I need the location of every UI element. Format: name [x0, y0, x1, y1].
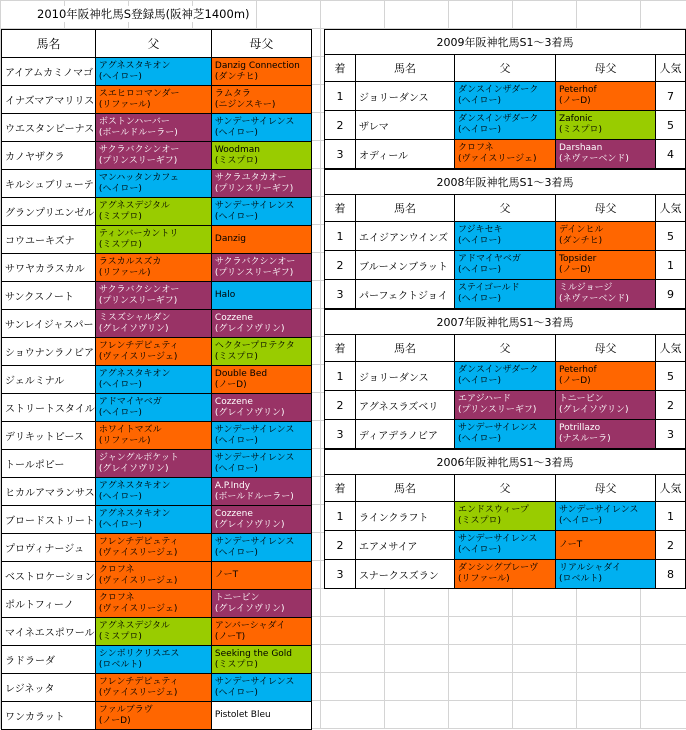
- results-title: 2009年阪神牝馬S1～3着馬: [325, 30, 686, 55]
- horse-name: キルシュブリューテ: [2, 170, 96, 198]
- dam-sire-cell: Peterhof (ノーD): [556, 82, 656, 111]
- header-popularity: 人気: [656, 335, 686, 362]
- sire-cell: ホワイトマズル (リファール): [95, 422, 211, 450]
- results-title: 2006年阪神牝馬S1～3着馬: [325, 450, 686, 475]
- sire-cell: アグネスタキオン (ヘイロー): [95, 366, 211, 394]
- popularity: 3: [656, 420, 686, 449]
- table-row: [325, 362, 686, 391]
- dam-sire-cell: Halo: [211, 282, 311, 310]
- popularity: 9: [656, 280, 686, 309]
- finish-position: 1: [325, 82, 356, 111]
- table-row: [2, 310, 312, 338]
- finish-position: 3: [325, 560, 356, 589]
- dam-sire-cell: サンデーサイレンス (ヘイロー): [211, 534, 311, 562]
- sire-cell: スエヒロコマンダー (リファール): [95, 86, 211, 114]
- table-row: [2, 450, 312, 478]
- table-row: [2, 282, 312, 310]
- header-popularity: 人気: [656, 195, 686, 222]
- dam-sire-cell: リアルシャダイ (ロベルト): [556, 560, 656, 589]
- sire-cell: ダンスインザダーク (ヘイロー): [455, 362, 556, 391]
- header-dam-sire: 母父: [556, 335, 656, 362]
- dam-sire-cell: A.P.Indy (ボールドルーラー): [211, 478, 311, 506]
- table-row: [2, 338, 312, 366]
- dam-sire-cell: サンデーサイレンス (ヘイロー): [211, 450, 311, 478]
- horse-name: ベストロケーション: [2, 562, 96, 590]
- sire-cell: アドマイヤベガ (ヘイロー): [95, 394, 211, 422]
- dam-sire-cell: ノーT: [211, 562, 311, 590]
- header-sire: 父: [455, 335, 556, 362]
- horse-name: ジェルミナル: [2, 366, 96, 394]
- dam-sire-cell: Pistolet Bleu: [211, 702, 311, 730]
- horse-name: カノヤザクラ: [2, 142, 96, 170]
- horse-name: ヒカルアマランサス: [2, 478, 96, 506]
- header-horse-name: 馬名: [2, 30, 96, 58]
- table-row: [325, 391, 686, 420]
- horse-name: ブルーメンブラット: [356, 251, 455, 280]
- dam-sire-cell: Cozzene (グレイソヴリン): [211, 310, 311, 338]
- table-row: [2, 702, 312, 730]
- results-title-row: [325, 310, 686, 335]
- header-dam-sire: 母父: [556, 475, 656, 502]
- dam-sire-cell: サンデーサイレンス (ヘイロー): [556, 502, 656, 531]
- horse-name: ジョリーダンス: [356, 82, 455, 111]
- horse-name: イナズマアマリリス: [2, 86, 96, 114]
- dam-sire-cell: トニービン (グレイソヴリン): [211, 590, 311, 618]
- table-row: [325, 251, 686, 280]
- sire-cell: アグネスタキオン (ヘイロー): [95, 58, 211, 86]
- horse-name: デリキットピース: [2, 422, 96, 450]
- horse-name: サンクスノート: [2, 282, 96, 310]
- horse-name: アイアムカミノマゴ: [2, 58, 96, 86]
- finish-position: 3: [325, 420, 356, 449]
- finish-position: 1: [325, 222, 356, 251]
- header-horse-name: 馬名: [356, 335, 455, 362]
- table-row: [325, 280, 686, 309]
- results-title-row: [325, 30, 686, 55]
- sire-cell: フレンチデピュティ (ヴァイスリージェ): [95, 338, 211, 366]
- header-dam-sire: 母父: [556, 55, 656, 82]
- dam-sire-cell: Topsider (ノーD): [556, 251, 656, 280]
- sire-cell: エンドスウィープ (ミスプロ): [455, 502, 556, 531]
- finish-position: 2: [325, 111, 356, 140]
- horse-name: サンレイジャスパー: [2, 310, 96, 338]
- table-row: [325, 531, 686, 560]
- horse-name: アグネスラズベリ: [356, 391, 455, 420]
- header-position: 着: [325, 475, 356, 502]
- horse-name: スナークスズラン: [356, 560, 455, 589]
- horse-name: ポルトフィーノ: [2, 590, 96, 618]
- horse-name: コウユーキズナ: [2, 226, 96, 254]
- dam-sire-cell: Cozzene (グレイソヴリン): [211, 506, 311, 534]
- dam-sire-cell: Danzig Connection (ダンチヒ): [211, 58, 311, 86]
- results-title: 2008年阪神牝馬S1～3着馬: [325, 170, 686, 195]
- popularity: 1: [656, 502, 686, 531]
- header-sire: 父: [455, 475, 556, 502]
- table-row: [2, 478, 312, 506]
- table-row: [2, 674, 312, 702]
- results-title-row: [325, 170, 686, 195]
- table-row: [2, 86, 312, 114]
- dam-sire-cell: サクラバクシンオー (プリンスリーギフ): [211, 254, 311, 282]
- finish-position: 1: [325, 362, 356, 391]
- sire-cell: ステイゴールド (ヘイロー): [455, 280, 556, 309]
- sire-cell: クロフネ (ヴァイスリージェ): [455, 140, 556, 169]
- horse-name: トールポピー: [2, 450, 96, 478]
- results-title-row: [325, 450, 686, 475]
- sire-cell: アグネスタキオン (ヘイロー): [95, 478, 211, 506]
- dam-sire-cell: Woodman (ミスプロ): [211, 142, 311, 170]
- horse-name: ストリートスタイル: [2, 394, 96, 422]
- finish-position: 2: [325, 531, 356, 560]
- header-position: 着: [325, 195, 356, 222]
- dam-sire-cell: Potrillazo (ナスルーラ): [556, 420, 656, 449]
- results-header-row: [325, 335, 686, 362]
- sire-cell: アグネスタキオン (ヘイロー): [95, 506, 211, 534]
- page-title: 2010年阪神牝馬S登録馬(阪神芝1400m): [37, 7, 250, 21]
- sire-cell: アグネスデジタル (ミスプロ): [95, 198, 211, 226]
- results-table: [324, 29, 686, 169]
- dam-sire-cell: ミルジョージ (ネヴァーベンド): [556, 280, 656, 309]
- dam-sire-cell: サクラユタカオー (プリンスリーギフ): [211, 170, 311, 198]
- sire-cell: クロフネ (ヴァイスリージェ): [95, 590, 211, 618]
- dam-sire-cell: サンデーサイレンス (ヘイロー): [211, 198, 311, 226]
- sire-cell: サクラバクシンオー (プリンスリーギフ): [95, 282, 211, 310]
- dam-sire-cell: Darshaan (ネヴァーベンド): [556, 140, 656, 169]
- sire-cell: アグネスデジタル (ミスプロ): [95, 618, 211, 646]
- dam-sire-cell: アンバーシャダイ (ノーT): [211, 618, 311, 646]
- sire-cell: ジャングルポケット (グレイソヴリン): [95, 450, 211, 478]
- table-row: [2, 590, 312, 618]
- dam-sire-cell: デインヒル (ダンチヒ): [556, 222, 656, 251]
- header-popularity: 人気: [656, 55, 686, 82]
- entries-header-row: [2, 30, 312, 58]
- sire-cell: クロフネ (ヴァイスリージェ): [95, 562, 211, 590]
- header-horse-name: 馬名: [356, 55, 455, 82]
- horse-name: ウエスタンビーナス: [2, 114, 96, 142]
- popularity: 1: [656, 251, 686, 280]
- sire-cell: フレンチデピュティ (ヴァイスリージェ): [95, 674, 211, 702]
- table-row: [2, 506, 312, 534]
- results-header-row: [325, 475, 686, 502]
- horse-name: ワンカラット: [2, 702, 96, 730]
- horse-name: ショウナンラノビア: [2, 338, 96, 366]
- sire-cell: ミスズシャルダン (グレイソヴリン): [95, 310, 211, 338]
- horse-name: エアメサイア: [356, 531, 455, 560]
- horse-name: マイネエスポワール: [2, 618, 96, 646]
- sire-cell: エアジハード (プリンスリーギフ): [455, 391, 556, 420]
- popularity: 2: [656, 531, 686, 560]
- table-row: [325, 560, 686, 589]
- results-header-row: [325, 55, 686, 82]
- popularity: 7: [656, 82, 686, 111]
- table-row: [325, 420, 686, 449]
- horse-name: ラインクラフト: [356, 502, 455, 531]
- header-sire: 父: [95, 30, 211, 58]
- header-dam-sire: 母父: [556, 195, 656, 222]
- horse-name: パーフェクトジョイ: [356, 280, 455, 309]
- sire-cell: シンボリクリスエス (ロベルト): [95, 646, 211, 674]
- table-row: [2, 562, 312, 590]
- sire-cell: フレンチデピュティ (ヴァイスリージェ): [95, 534, 211, 562]
- sire-cell: ラスカルスズカ (リファール): [95, 254, 211, 282]
- popularity: 2: [656, 391, 686, 420]
- table-row: [325, 140, 686, 169]
- horse-name: グランプリエンゼル: [2, 198, 96, 226]
- popularity: 8: [656, 560, 686, 589]
- dam-sire-cell: ラムタラ (ニジンスキー): [211, 86, 311, 114]
- sire-cell: サンデーサイレンス (ヘイロー): [455, 531, 556, 560]
- dam-sire-cell: サンデーサイレンス (ヘイロー): [211, 422, 311, 450]
- header-popularity: 人気: [656, 475, 686, 502]
- table-row: [325, 82, 686, 111]
- finish-position: 3: [325, 280, 356, 309]
- table-row: [325, 111, 686, 140]
- horse-name: ディアデラノビア: [356, 420, 455, 449]
- table-row: [2, 618, 312, 646]
- sire-cell: ダンスインザダーク (ヘイロー): [455, 82, 556, 111]
- results-table: [324, 169, 686, 309]
- table-row: [2, 422, 312, 450]
- sire-cell: ダンスインザダーク (ヘイロー): [455, 111, 556, 140]
- finish-position: 2: [325, 391, 356, 420]
- header-sire: 父: [455, 55, 556, 82]
- sire-cell: ファルブラヴ (ノーD): [95, 702, 211, 730]
- table-row: [325, 222, 686, 251]
- popularity: 5: [656, 222, 686, 251]
- results-title: 2007年阪神牝馬S1～3着馬: [325, 310, 686, 335]
- table-row: [2, 58, 312, 86]
- finish-position: 2: [325, 251, 356, 280]
- sire-cell: フジキセキ (ヘイロー): [455, 222, 556, 251]
- horse-name: プロヴィナージュ: [2, 534, 96, 562]
- table-row: [2, 142, 312, 170]
- dam-sire-cell: トニービン (グレイソヴリン): [556, 391, 656, 420]
- table-row: [2, 198, 312, 226]
- dam-sire-cell: Danzig: [211, 226, 311, 254]
- dam-sire-cell: サンデーサイレンス (ヘイロー): [211, 674, 311, 702]
- popularity: 4: [656, 140, 686, 169]
- horse-name: ザレマ: [356, 111, 455, 140]
- entries-table: [1, 29, 312, 730]
- table-row: [2, 254, 312, 282]
- horse-name: ラドラーダ: [2, 646, 96, 674]
- table-row: [2, 114, 312, 142]
- header-sire: 父: [455, 195, 556, 222]
- header-horse-name: 馬名: [356, 195, 455, 222]
- dam-sire-cell: Seeking the Gold (ミスプロ): [211, 646, 311, 674]
- horse-name: サワヤカラスカル: [2, 254, 96, 282]
- table-row: [325, 502, 686, 531]
- dam-sire-cell: Cozzene (グレイソヴリン): [211, 394, 311, 422]
- sire-cell: サクラバクシンオー (プリンスリーギフ): [95, 142, 211, 170]
- sire-cell: ボストンハーバー (ボールドルーラー): [95, 114, 211, 142]
- table-row: [2, 226, 312, 254]
- sire-cell: サンデーサイレンス (ヘイロー): [455, 420, 556, 449]
- horse-name: オディール: [356, 140, 455, 169]
- popularity: 5: [656, 111, 686, 140]
- sire-cell: アドマイヤベガ (ヘイロー): [455, 251, 556, 280]
- sire-cell: ダンシングブレーヴ (リファール): [455, 560, 556, 589]
- dam-sire-cell: Zafonic (ミスプロ): [556, 111, 656, 140]
- header-horse-name: 馬名: [356, 475, 455, 502]
- results-header-row: [325, 195, 686, 222]
- header-position: 着: [325, 55, 356, 82]
- dam-sire-cell: ヘクタープロテクタ (ミスプロ): [211, 338, 311, 366]
- results-table: [324, 449, 686, 589]
- results-table: [324, 309, 686, 449]
- popularity: 5: [656, 362, 686, 391]
- finish-position: 1: [325, 502, 356, 531]
- sire-cell: マンハッタンカフェ (ヘイロー): [95, 170, 211, 198]
- horse-name: エイジアンウインズ: [356, 222, 455, 251]
- table-row: [2, 366, 312, 394]
- horse-name: ジョリーダンス: [356, 362, 455, 391]
- dam-sire-cell: Double Bed (ノーD): [211, 366, 311, 394]
- table-row: [2, 170, 312, 198]
- table-row: [2, 646, 312, 674]
- header-dam-sire: 母父: [211, 30, 311, 58]
- horse-name: ブロードストリート: [2, 506, 96, 534]
- horse-name: レジネッタ: [2, 674, 96, 702]
- dam-sire-cell: ノーT: [556, 531, 656, 560]
- finish-position: 3: [325, 140, 356, 169]
- table-row: [2, 534, 312, 562]
- sire-cell: ティンバーカントリ (ミスプロ): [95, 226, 211, 254]
- header-position: 着: [325, 335, 356, 362]
- table-row: [2, 394, 312, 422]
- dam-sire-cell: サンデーサイレンス (ヘイロー): [211, 114, 311, 142]
- dam-sire-cell: Peterhof (ノーD): [556, 362, 656, 391]
